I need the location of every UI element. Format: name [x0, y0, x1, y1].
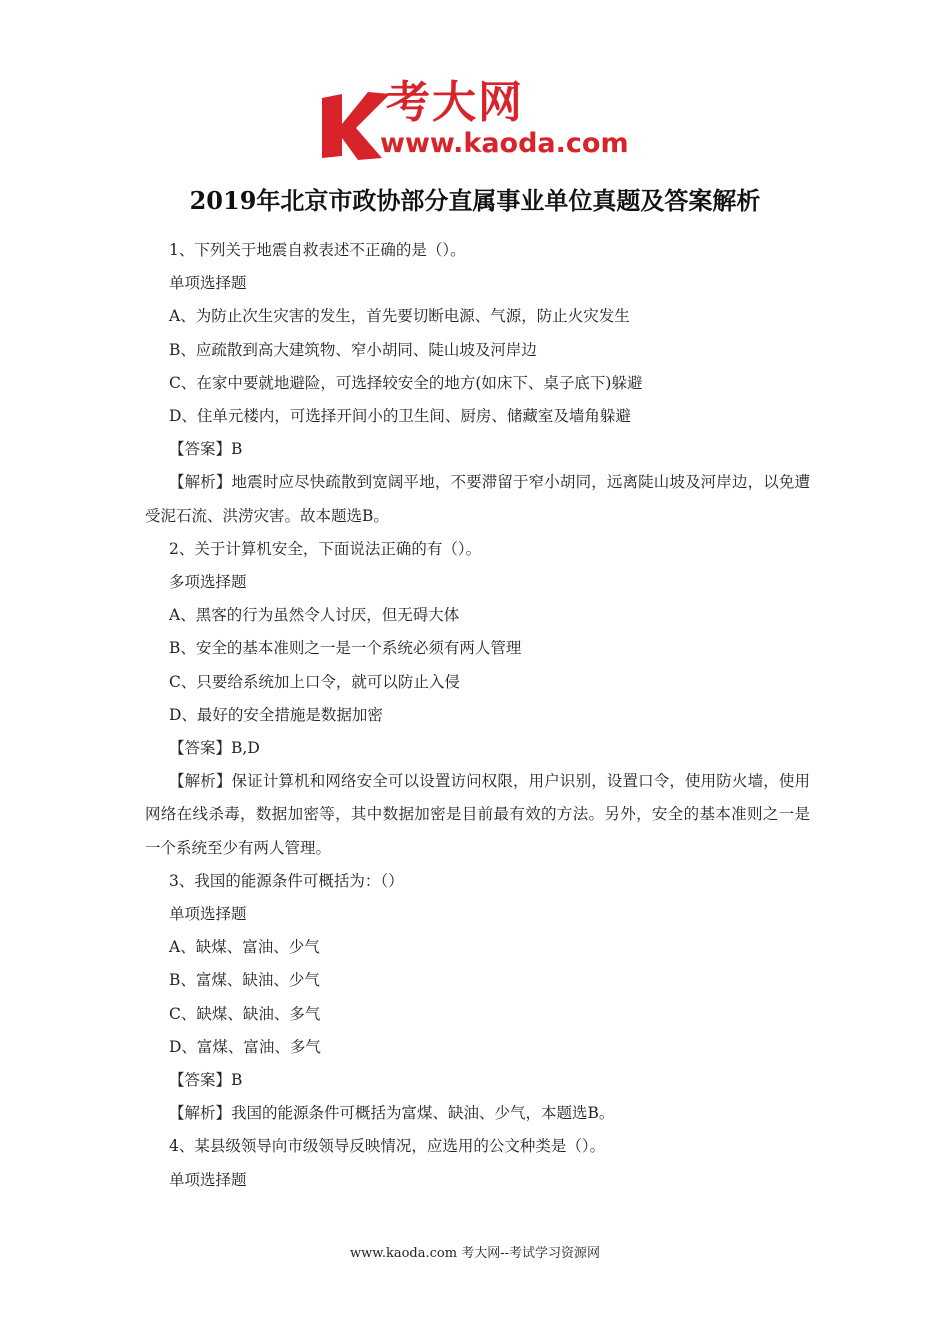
- answer: 【答案】B,D: [169, 739, 260, 758]
- answer: 【答案】B: [169, 1071, 243, 1090]
- analysis: 【解析】地震时应尽快疏散到宽阔平地，不要滞留于窄小胡同，远离陡山坡及河岸边，以免遭受泥石流、洪涝灾害。故本题选B。: [145, 473, 810, 525]
- answer: 【答案】B: [169, 440, 243, 459]
- page-footer: www.kaoda.com 考大网--考试学习资源网: [350, 1246, 600, 1261]
- question-stem: 4、某县级领导向市级领导反映情况，应选用的公文种类是（）。: [169, 1137, 606, 1156]
- analysis: 【解析】我国的能源条件可概括为富煤、缺油、少气，本题选B。: [169, 1104, 615, 1123]
- option-d: D、富煤、富油、多气: [169, 1037, 321, 1056]
- question-type: 多项选择题: [169, 573, 247, 592]
- question-stem: 1、下列关于地震自救表述不正确的是（）。: [169, 241, 466, 259]
- option-b: B、安全的基本准则之一是一个系统必须有两人管理: [169, 639, 522, 658]
- logo-url-text: www.kaoda.com: [380, 128, 629, 159]
- question-type: 单项选择题: [169, 1170, 247, 1189]
- page-title: 2019年北京市政协部分直属事业单位真题及答案解析: [189, 186, 761, 215]
- option-a: A、为防止次生灾害的发生，首先要切断电源、气源，防止火灾发生: [169, 307, 630, 326]
- question-stem: 3、我国的能源条件可概括为：（）: [169, 871, 404, 890]
- question-type: 单项选择题: [169, 905, 247, 924]
- option-d: D、最好的安全措施是数据加密: [169, 705, 383, 724]
- option-a: A、黑客的行为虽然令人讨厌，但无碍大体: [169, 606, 460, 625]
- analysis: 【解析】保证计算机和网络安全可以设置访问权限，用户识别，设置口令，使用防火墙，使用网络在线杀毒，数据加密等，其中数据加密是目前最有效的方法。另外，安全的基本准则之一是一个系统至少有两人管理。: [145, 772, 810, 857]
- option-d: D、住单元楼内，可选择开间小的卫生间、厨房、储藏室及墙角躲避: [169, 407, 631, 426]
- question-list: [145, 234, 810, 1197]
- question-stem: 2、关于计算机安全，下面说法正确的有（）。: [169, 539, 482, 558]
- option-c: C、缺煤、缺油、多气: [169, 1004, 321, 1023]
- question-type: 单项选择题: [169, 274, 247, 293]
- option-a: A、缺煤、富油、少气: [169, 938, 320, 957]
- option-c: C、只要给系统加上口令，就可以防止入侵: [169, 672, 460, 691]
- logo-brand-text: 考大网: [386, 77, 524, 128]
- option-b: B、应疏散到高大建筑物、窄小胡同、陡山坡及河岸边: [169, 340, 537, 359]
- option-b: B、富煤、缺油、少气: [169, 971, 320, 990]
- kaoda-logo: [316, 78, 638, 162]
- option-c: C、在家中要就地避险，可选择较安全的地方(如床下、桌子底下)躲避: [169, 373, 643, 392]
